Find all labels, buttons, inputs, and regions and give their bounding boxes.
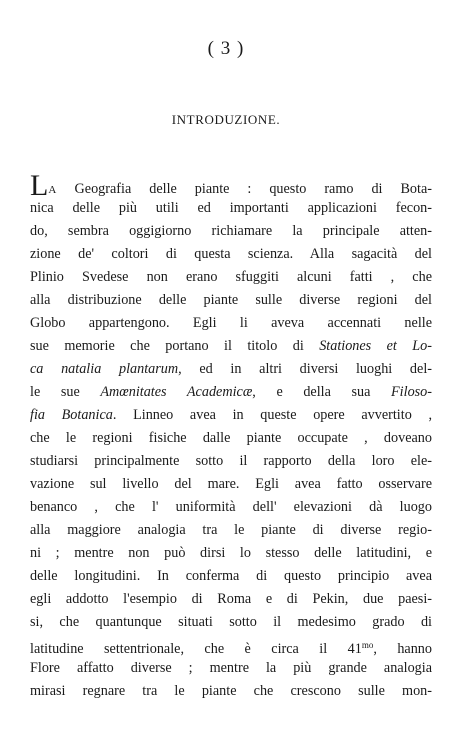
line-text: Globo appartengono. Egli li aveva accennati nelle bbox=[30, 315, 432, 331]
text-line bbox=[30, 312, 432, 335]
page-number: ( 3 ) bbox=[207, 38, 245, 59]
text-line bbox=[30, 358, 432, 381]
line-text: sue memorie che portano il titolo di bbox=[30, 338, 320, 354]
text-line bbox=[30, 542, 432, 565]
line-text: , hanno bbox=[373, 641, 432, 657]
italic-text: Stationes et Lo- bbox=[319, 338, 432, 354]
text-line bbox=[30, 243, 432, 266]
text-line bbox=[30, 565, 432, 588]
text-line bbox=[30, 473, 432, 496]
line-text: do, sembra oggigiorno richiamare la principale atten- bbox=[30, 223, 432, 239]
drop-cap: L bbox=[30, 169, 49, 202]
text-line bbox=[30, 450, 432, 473]
line-text: Flore affatto diverse ; mentre la più grande analogia bbox=[30, 660, 432, 676]
text-line bbox=[30, 289, 432, 312]
line-text: si, che quantunque situati sotto il medesimo grado di bbox=[30, 614, 432, 630]
line-text: alla distribuzione delle piante sulle diverse regioni del bbox=[30, 292, 432, 308]
line-text: ni ; mentre non può dirsi lo stesso delle latitudini, e bbox=[30, 545, 432, 561]
text-line bbox=[30, 634, 432, 657]
section-heading: INTRODUZIONE. bbox=[171, 112, 281, 127]
line-text: le sue bbox=[30, 384, 101, 400]
line-text: Geografia delle piante : questo ramo di Bota- bbox=[56, 181, 432, 197]
line-text: alla maggiore analogia tra le piante di diverse regio- bbox=[30, 522, 432, 538]
line-text: . Linneo avea in queste opere avvertito , bbox=[112, 407, 433, 423]
text-line bbox=[30, 427, 432, 450]
text-line bbox=[30, 169, 432, 202]
line-text: egli addotto l'esempio di Roma e di Pekin, due paesi- bbox=[30, 591, 432, 607]
italic-text: fia Botanica bbox=[30, 407, 113, 423]
line-text: benanco , che l' uniformità dell' elevazioni dà luogo bbox=[30, 499, 432, 515]
text-line bbox=[30, 496, 432, 519]
text-line bbox=[30, 266, 432, 289]
line-text: zione de' coltori di questa scienza. Alla sagacità del bbox=[30, 246, 432, 262]
italic-text: ca natalia plantarum bbox=[30, 361, 179, 377]
line-text: studiarsi principalmente sotto il rapporto della loro ele- bbox=[30, 453, 432, 469]
text-line bbox=[30, 519, 432, 542]
italic-text: Filoso- bbox=[391, 384, 432, 400]
small-cap: A bbox=[48, 184, 57, 196]
text-line bbox=[30, 381, 432, 404]
text-line bbox=[30, 197, 432, 220]
text-line bbox=[30, 657, 432, 680]
line-text: Plinio Svedese non erano sfuggiti alcuni fatti , che bbox=[30, 269, 432, 285]
italic-text: Amœnitates Academicæ bbox=[100, 384, 253, 400]
line-text: vazione sul livello del mare. Egli avea fatto osservare bbox=[30, 476, 432, 492]
text-line bbox=[30, 220, 432, 243]
text-line bbox=[30, 404, 432, 427]
text-line bbox=[30, 588, 432, 611]
text-line bbox=[30, 611, 432, 634]
text-line bbox=[30, 335, 432, 358]
line-text: mirasi regnare tra le piante che crescono sulle mon- bbox=[30, 683, 432, 699]
line-text: latitudine settentrionale, che è circa il 41 bbox=[30, 641, 362, 657]
line-text: che le regioni fisiche dalle piante occupate , doveano bbox=[30, 430, 432, 446]
superscript: mo bbox=[361, 640, 374, 650]
line-text: nica delle più utili ed importanti applicazioni fecon- bbox=[30, 200, 432, 216]
body-text bbox=[30, 169, 433, 703]
text-line bbox=[30, 680, 432, 703]
line-text: , ed in altri diversi luoghi del- bbox=[178, 361, 432, 377]
line-text: , e della sua bbox=[252, 384, 392, 400]
line-text: delle longitudini. In conferma di questo principio avea bbox=[30, 568, 432, 584]
